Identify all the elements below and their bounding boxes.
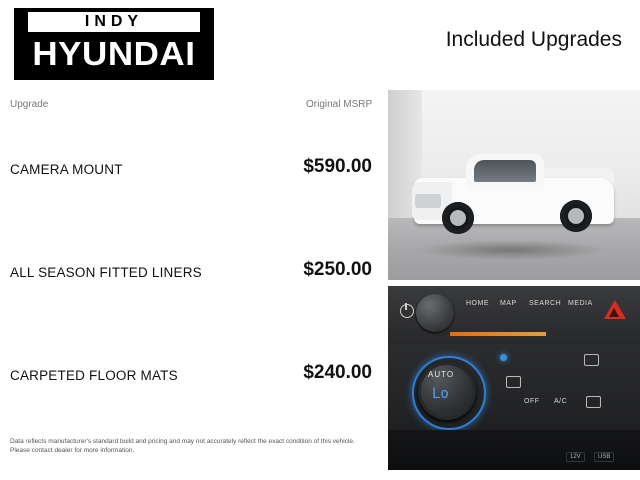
indicator-light: [500, 354, 507, 361]
volume-knob: [416, 294, 454, 332]
table-row: [0, 326, 388, 429]
table-row: [0, 120, 388, 223]
off-button-label: OFF: [524, 398, 540, 405]
usb-port-label: USB: [594, 452, 614, 462]
menu-label-search: SEARCH: [529, 300, 562, 307]
vehicle-image-column: [388, 90, 640, 470]
ambient-light-strip: [450, 332, 546, 336]
dealer-logo: [14, 8, 214, 80]
truck-rear-wheel: [560, 200, 592, 232]
ac-button-label: A/C: [554, 398, 568, 405]
logo-text-hyundai: HYUNDAI: [32, 35, 196, 72]
truck-grille: [415, 194, 441, 208]
temperature-readout: Lo: [432, 386, 449, 402]
lower-console-panel: [388, 430, 640, 470]
column-header-upgrade: Upgrade: [10, 99, 49, 110]
disclaimer-line-1: Data reflects manufacturer's standard build and pricing and may not accurately reflect the exact condition of this vehicle.: [10, 438, 355, 445]
truck-front-wheel: [442, 202, 474, 234]
truck-shadow: [416, 240, 606, 260]
hazard-triangle-inner-icon: [609, 308, 619, 317]
upgrade-name: CARPETED FLOOR MATS: [10, 368, 178, 383]
power-outlet-label: 12V: [566, 452, 585, 462]
climate-control-photo: [388, 286, 640, 470]
menu-label-media: MEDIA: [568, 300, 593, 307]
truck-photo: [388, 90, 640, 280]
rear-defrost-icon: [584, 354, 599, 366]
page-header: [0, 0, 640, 88]
upgrade-price: $240.00: [303, 362, 372, 383]
column-header-msrp: Original MSRP: [306, 99, 373, 110]
page-title: Included Upgrades: [445, 28, 622, 51]
menu-label-map: MAP: [500, 300, 517, 307]
logo-text-indy: INDY: [28, 12, 200, 32]
power-icon: [400, 304, 414, 318]
front-defrost-icon: [586, 396, 601, 408]
upgrade-price: $590.00: [303, 156, 372, 177]
table-row: [0, 223, 388, 326]
disclaimer-line-2: Please contact dealer for more information.: [10, 447, 135, 454]
fan-icon: [506, 376, 521, 388]
auto-label: AUTO: [428, 370, 455, 379]
upgrade-name: CAMERA MOUNT: [10, 162, 123, 177]
disclaimer-text: [10, 437, 378, 455]
menu-label-home: HOME: [466, 300, 489, 307]
upgrades-table: [0, 120, 388, 429]
upgrade-price: $250.00: [303, 259, 372, 280]
upgrade-name: ALL SEASON FITTED LINERS: [10, 265, 202, 280]
truck-windows: [474, 160, 536, 182]
